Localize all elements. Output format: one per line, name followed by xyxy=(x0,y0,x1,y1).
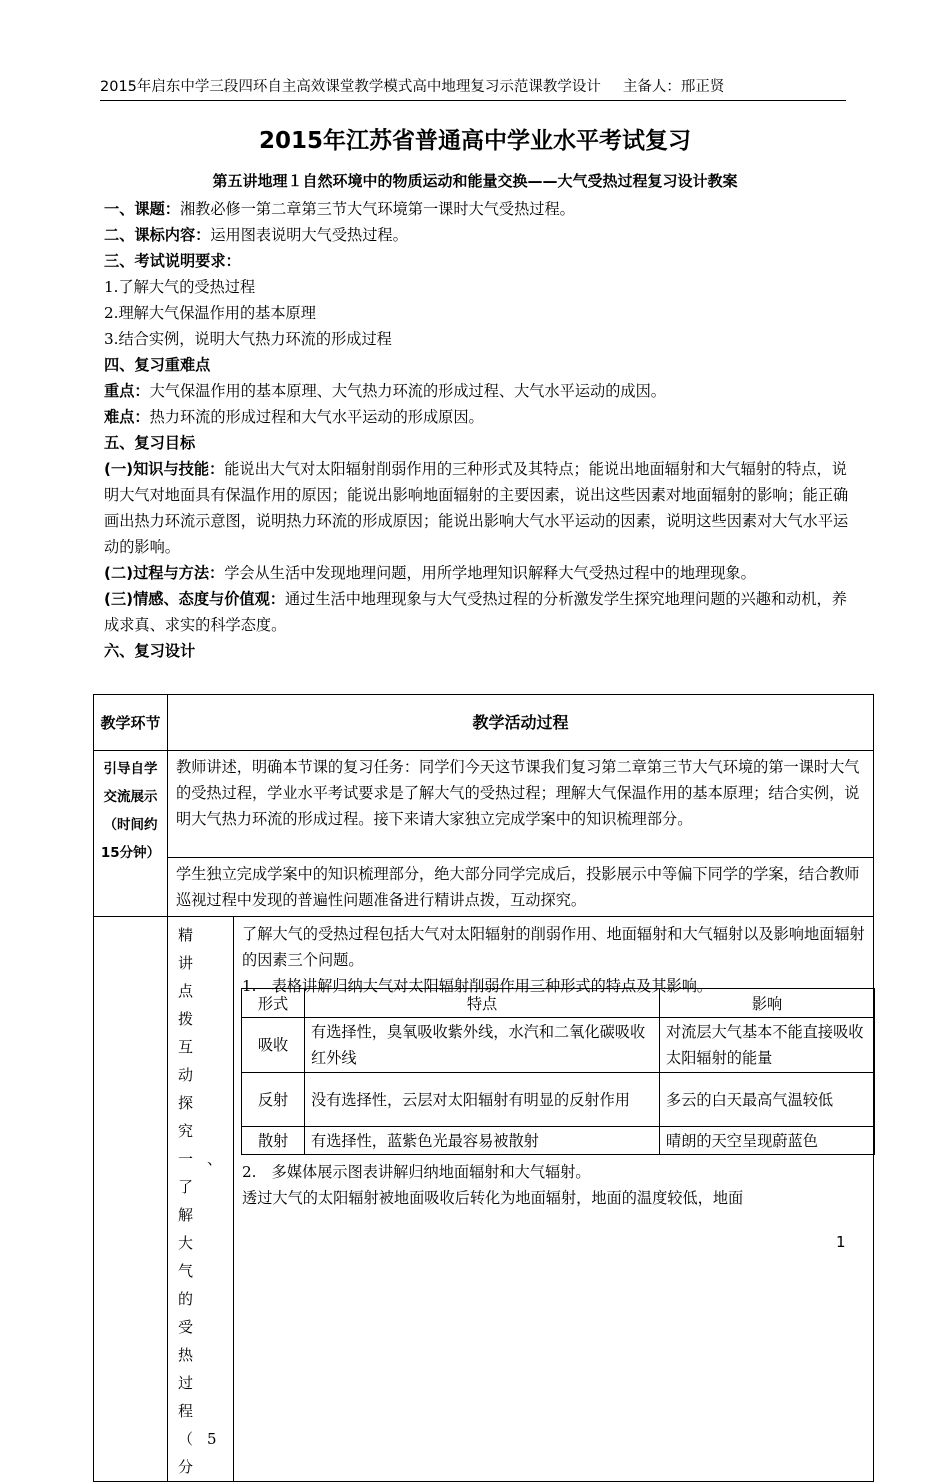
lesson-body xyxy=(104,196,854,664)
substage-name: 精讲点拨互动探究一、了解大气的受热过程（5分 xyxy=(168,917,234,1482)
effects-header-effect: 影响 xyxy=(660,989,875,1018)
goal-process: (二)过程与方法：学会从生活中发现地理问题，用所学地理知识解释大气受热过程中的地理现象。 xyxy=(104,564,756,582)
table-row xyxy=(94,858,874,917)
effect-impact: 多云的白天最高气温较低 xyxy=(660,1073,875,1127)
col-header-activity: 教学活动过程 xyxy=(168,695,874,751)
effects-header-form: 形式 xyxy=(242,989,305,1018)
effect-form: 吸收 xyxy=(242,1018,305,1073)
table-row xyxy=(94,695,874,751)
header-text: 年启东中学三段四环自主高效课堂教学模式高中地理复习示范课教学设计 xyxy=(136,79,601,95)
section-standard: 二、课标内容：运用图表说明大气受热过程。 xyxy=(104,226,408,244)
stage2-item2: 2. 多媒体展示图表讲解归纳地面辐射和大气辐射。 xyxy=(242,1163,591,1181)
stage-name: 引导自学交流展示（时间约15分钟） xyxy=(94,751,168,917)
page-subtitle: 第五讲地理１自然环境中的物质运动和能量交换——大气受热过程复习设计教案 xyxy=(212,172,738,190)
table-row xyxy=(242,989,875,1018)
effect-impact: 晴朗的天空呈现蔚蓝色 xyxy=(660,1127,875,1155)
goal-attitude: (三)情感、态度与价值观：通过生活中地理现象与大气受热过程的分析激发学生探究地理问题的兴趣和动机，养成求真、求实的科学态度。 xyxy=(104,590,847,634)
header-year: 2015 xyxy=(100,79,137,95)
stage2-tail: 透过大气的太阳辐射被地面吸收后转化为地面辐射，地面的温度较低，地面 xyxy=(242,1189,744,1207)
effect-form: 反射 xyxy=(242,1073,305,1127)
page-number: 1 xyxy=(836,1233,846,1251)
header-author: 主备人：邢正贤 xyxy=(622,79,725,95)
requirement-item: 2.理解大气保温作用的基本原理 xyxy=(104,304,316,322)
col-header-stage: 教学环节 xyxy=(94,695,168,751)
section-topic: 一、课题：湘教必修一第二章第三节大气环境第一课时大气受热过程。 xyxy=(104,200,575,218)
effect-feature: 有选择性，臭氧吸收紫外线，水汽和二氧化碳吸收红外线 xyxy=(305,1018,660,1073)
section-goals: 五、复习目标 xyxy=(104,434,196,452)
effect-feature: 有选择性，蓝紫色光最容易被散射 xyxy=(305,1127,660,1155)
stage1-student-text: 学生独立完成学案中的知识梳理部分，绝大部分同学完成后，投影展示中等偏下同学的学案，结合教师巡视过程中发现的普遍性问题准备进行精讲点拨，互动探究。 xyxy=(168,858,874,917)
effects-table xyxy=(241,988,875,1155)
section-design: 六、复习设计 xyxy=(104,642,196,660)
effect-feature: 没有选择性，云层对太阳辐射有明显的反射作用 xyxy=(305,1073,660,1127)
page-header xyxy=(100,78,846,101)
requirement-item: 3.结合实例，说明大气热力环流的形成过程 xyxy=(104,330,392,348)
goal-knowledge: (一)知识与技能：能说出大气对太阳辐射削弱作用的三种形式及其特点；能说出地面辐射和大气辐射的特点，说明大气对地面具有保温作用的原因；能说出影响地面辐射的主要因素，说出这些因素对地面辐射的影响；能正确画出热力环流示意图，说明热力环流的形成原因；能说出影响大气水平运动的因素，说明这些因素对大气水平运动的影响。 xyxy=(104,460,849,556)
section-key-points: 四、复习重难点 xyxy=(104,356,211,374)
stage1-teacher-text: 教师讲述，明确本节课的复习任务：同学们今天这节课我们复习第二章第三节大气环境的第一课时大气的受热过程，学业水平考试要求是了解大气的受热过程；理解大气保温作用的基本原理；结合实例，说明大气热力环流的形成过程。接下来请大家独立完成学案中的知识梳理部分。 xyxy=(168,751,874,858)
requirement-item: 1.了解大气的受热过程 xyxy=(104,278,256,296)
effect-form: 散射 xyxy=(242,1127,305,1155)
stage2-intro: 了解大气的受热过程包括大气对太阳辐射的削弱作用、地面辐射和大气辐射以及影响地面辐射的因素三个问题。 xyxy=(242,925,865,969)
key-point: 重点：大气保温作用的基本原理、大气热力环流的形成过程、大气水平运动的成因。 xyxy=(104,382,666,400)
difficult-point: 难点：热力环流的形成过程和大气水平运动的形成原因。 xyxy=(104,408,484,426)
stage2-item1: 1. 表格讲解归纳大气对太阳辐射削弱作用三种形式的特点及其影响。 xyxy=(242,977,713,995)
effects-header-feature: 特点 xyxy=(305,989,660,1018)
table-row xyxy=(242,1018,875,1073)
table-row xyxy=(242,1127,875,1155)
table-row xyxy=(94,751,874,858)
table-row xyxy=(242,1073,875,1127)
page-title: 2015年江苏省普通高中学业水平考试复习 xyxy=(258,128,691,154)
section-exam-requirements: 三、考试说明要求： xyxy=(104,252,241,270)
effect-impact: 对流层大气基本不能直接吸收太阳辐射的能量 xyxy=(660,1018,875,1073)
stage-name-empty xyxy=(94,917,168,1482)
